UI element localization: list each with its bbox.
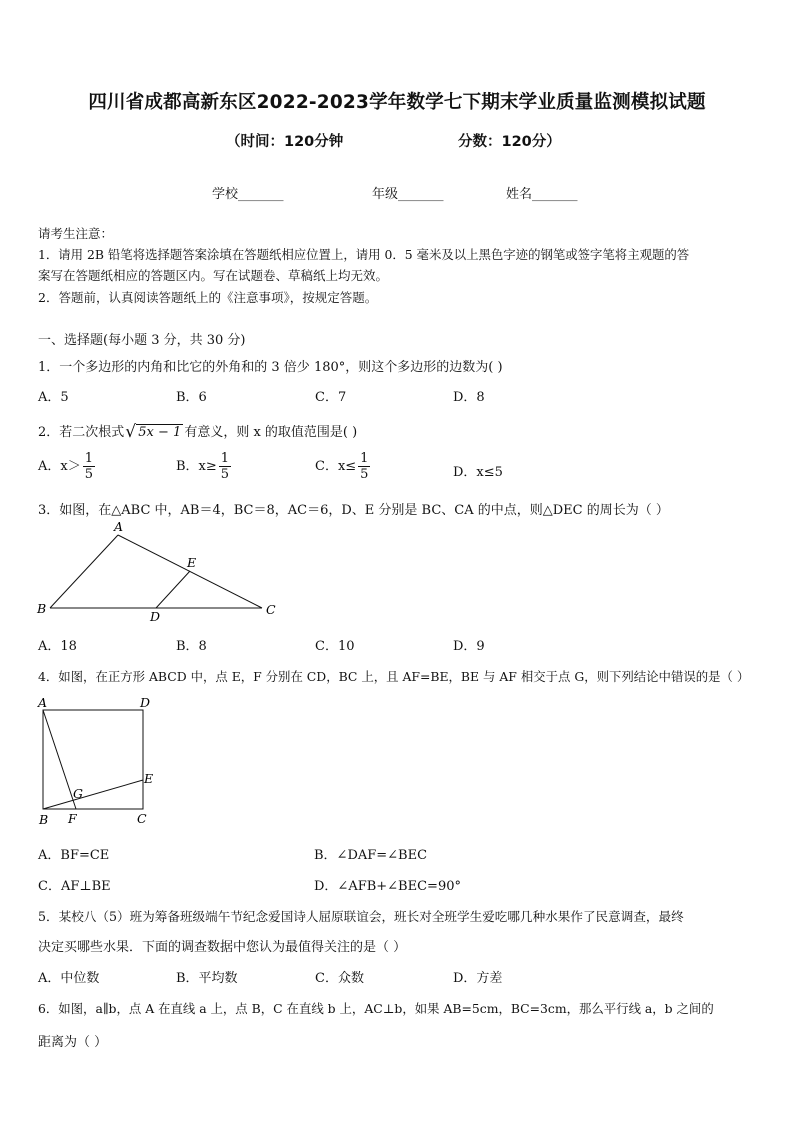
q1-option-a: A．5: [38, 390, 69, 405]
square-figure: [30, 692, 170, 830]
q4-option-a: A．BF=CE: [38, 848, 110, 863]
question-2: 2．若二次根式 √ 5x − 1 有意义，则 x 的取值范围是( ): [38, 422, 358, 442]
notice-line-2: 2．答题前，认真阅读答题纸上的《注意事项》，按规定答题。: [38, 290, 378, 305]
exam-score: 分数：120分）: [458, 134, 561, 150]
question-3: 3．如图，在△ABC 中，AB＝4，BC＝8，AC＝6，D、E 分别是 BC、CA 的中点，则△DEC 的周长为（ ）: [38, 503, 669, 518]
question-6-line-2: 距离为（ ）: [38, 1035, 108, 1050]
q4-option-b: B．∠DAF=∠BEC: [314, 848, 428, 863]
notice-heading: 请考生注意：: [38, 226, 114, 241]
q3-option-b: B．8: [176, 639, 207, 654]
label-E: E: [144, 771, 154, 786]
label-G: G: [73, 786, 83, 801]
grade-field: 年级_______: [372, 187, 444, 202]
question-5-line-2: 决定买哪些水果．下面的调查数据中您认为最值得关注的是（ ）: [38, 940, 407, 955]
school-field: 学校_______: [212, 187, 284, 202]
label-C: C: [137, 811, 147, 826]
q2-option-d: D．x≤5: [453, 465, 503, 480]
name-field: 姓名_______: [506, 187, 578, 202]
exam-time: （时间：120分钟: [226, 134, 344, 150]
q4-option-c: C．AF⊥BE: [38, 879, 111, 894]
question-6-line-1: 6．如图，a∥b，点 A 在直线 a 上，点 B，C 在直线 b 上，AC⊥b，如果 AB=5cm，BC=3cm，那么平行线 a，b 之间的: [38, 1001, 714, 1016]
label-F: F: [68, 811, 77, 826]
q3-option-d: D．9: [453, 639, 485, 654]
label-A: A: [114, 519, 124, 534]
q1-option-d: D．8: [453, 390, 485, 405]
q5-option-d: D．方差: [453, 971, 503, 986]
q3-option-c: C．10: [315, 639, 355, 654]
q5-option-c: C．众数: [315, 971, 364, 986]
label-A: A: [38, 695, 48, 710]
radical: √ 5x − 1: [125, 422, 182, 442]
q5-option-b: B．平均数: [176, 971, 238, 986]
label-E: E: [187, 555, 197, 570]
notice-line-1b: 案写在答题纸相应的答题区内。写在试题卷、草稿纸上均无效。: [38, 268, 389, 283]
q2-option-a: A．x＞ $\frac{1}{5}$: [38, 451, 94, 482]
q2-option-b: B．x≥ $\frac{1}{5}$: [176, 451, 230, 482]
label-C: C: [266, 602, 276, 617]
q1-option-c: C．7: [315, 390, 347, 405]
q4-option-d: D．∠AFB+∠BEC=90°: [314, 879, 461, 894]
label-B: B: [37, 601, 47, 616]
label-D: D: [150, 609, 161, 624]
question-1: 1．一个多边形的内角和比它的外角和的 3 倍少 180°，则这个多边形的边数为( ): [38, 360, 503, 375]
q5-option-a: A．中位数: [38, 971, 100, 986]
page-title: 四川省成都高新东区2022-2023学年数学七下期末学业质量监测模拟试题: [88, 92, 706, 113]
notice-line-1: 1．请用 2B 铅笔将选择题答案涂填在答题纸相应位置上，请用 0．5 毫米及以上黑色字迹的钢笔或签字笔将主观题的答: [38, 247, 690, 262]
section-heading: 一、选择题(每小题 3 分，共 30 分): [38, 333, 246, 348]
q1-option-b: B．6: [176, 390, 207, 405]
triangle-figure: [30, 518, 290, 626]
label-D: D: [140, 695, 151, 710]
question-5-line-1: 5．某校八（5）班为筹备班级端午节纪念爱国诗人屈原联谊会，班长对全班学生爱吃哪几种水果作了民意调查，最终: [38, 909, 684, 924]
label-B: B: [39, 812, 49, 827]
question-4: 4．如图，在正方形 ABCD 中，点 E，F 分别在 CD，BC 上，且 AF=BE，BE 与 AF 相交于点 G，则下列结论中错误的是（ ）: [38, 669, 750, 684]
q2-option-c: C．x≤ $\frac{1}{5}$: [315, 451, 369, 482]
q3-option-a: A．18: [38, 639, 77, 654]
